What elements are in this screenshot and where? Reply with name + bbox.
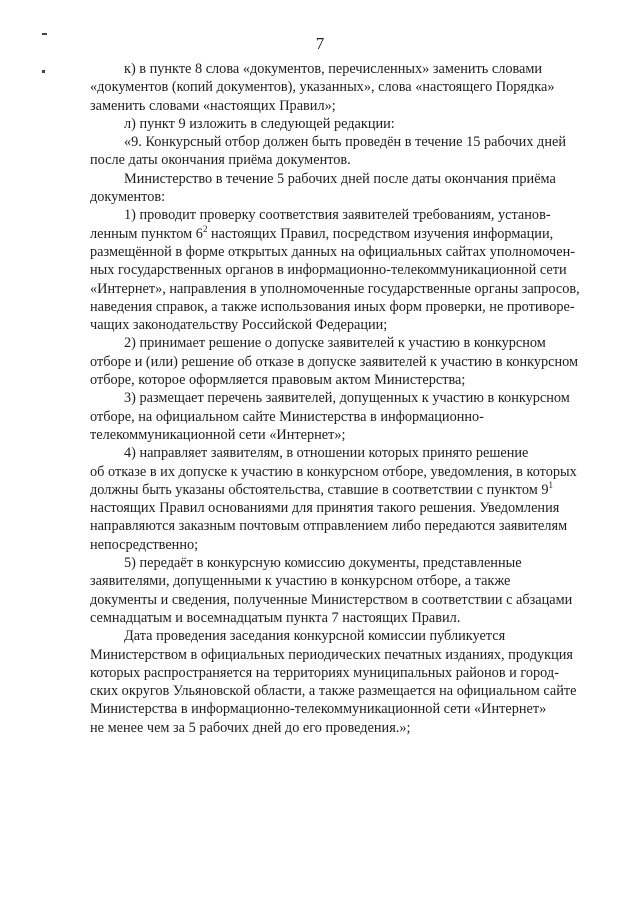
page-number: 7	[315, 34, 325, 53]
document-body	[90, 60, 612, 737]
paragraph-p9	[90, 133, 612, 170]
text-run: 4) направляет заявителям, в отношении которых принято решение об отказе в их допуске к участию в конкурсном отборе, уведомления, в которых должны быть указаны обстоятельства, ставшие в соответствии с пунктом 9	[90, 445, 577, 498]
text-run: 3) размещает перечень заявителей, допущенных к участию в конкурсном отборе, на официальном сайте Министерства в информационно- телекоммуникационной сети «Интернет»;	[90, 390, 570, 443]
text-run: 2) принимает решение о допуске заявителей к участию в конкурсном отборе и (или) решение об отказе в допуске заявителей к участию в конкурсном отборе, которое оформляется правовым актом Министерства;	[90, 335, 579, 389]
text-run: настоящих Правил, посредством изучения информации, размещённой в форме открытых данных на официальных сайтах уполномочен- ных государственных органов в информационно-телекоммуникационной сети «Интернет», направления в уполномоченные государственные органы запросов, наведения справок, а также использования иных форм проверки, не противоре- чащих законодательству Российской Федерации;	[90, 225, 580, 334]
paragraph-item3	[90, 389, 612, 444]
text-run: 5) передаёт в конкурсную комиссию документы, представленные заявителями, допущенными к участию в конкурсном отборе, а также документы и сведения, полученные Министерством в соответствии с абзацами семнадцатым и восемнадцатым пункта 7 настоящих Правил.	[90, 555, 573, 626]
paragraph-l	[90, 115, 612, 133]
paragraph-item1	[90, 206, 612, 334]
scan-mark	[42, 33, 47, 35]
text-run: л) пункт 9 изложить в следующей редакции:	[124, 115, 395, 132]
paragraph-item2	[90, 334, 612, 389]
scan-mark	[42, 70, 45, 73]
paragraph-k	[90, 60, 612, 115]
paragraph-item5	[90, 554, 612, 627]
text-run: 1) проводит проверку соответствия заявителей требованиям, установ- ленным пунктом 6	[90, 207, 551, 242]
text-run: Министерство в течение 5 рабочих дней после даты окончания приёма документов:	[90, 170, 556, 206]
text-run: к) в пункте 8 слова «документов, перечисленных» заменить словами «документов (копий документов), указанных», слова «настоящего Порядка» заменить словами «настоящих Правил»;	[90, 61, 555, 114]
paragraph-item4	[90, 444, 612, 554]
text-run: «9. Конкурсный отбор должен быть проведён в течение 15 рабочих дней после даты окончания приёма документов.	[90, 134, 566, 169]
paragraph-ministry	[90, 170, 612, 207]
text-run: Дата проведения заседания конкурсной комиссии публикуется Министерством в официальных периодических печатных изданиях, продукция которых распространяется на территориях муниципальных районов и город- ских округов Ульяновской области, а также размещается на официальном сайте Министерства в информационно-телекоммуникационной сети «Интернет» не менее чем за 5 рабочих дней до его проведения.»;	[90, 628, 577, 736]
text-run: настоящих Правил основаниями для принятия такого решения. Уведомления направляются заказным почтовым отправлением либо передаются заявителям непосредственно;	[90, 500, 568, 553]
superscript: 1	[548, 479, 553, 490]
superscript: 2	[202, 223, 208, 234]
paragraph-date	[90, 627, 612, 737]
